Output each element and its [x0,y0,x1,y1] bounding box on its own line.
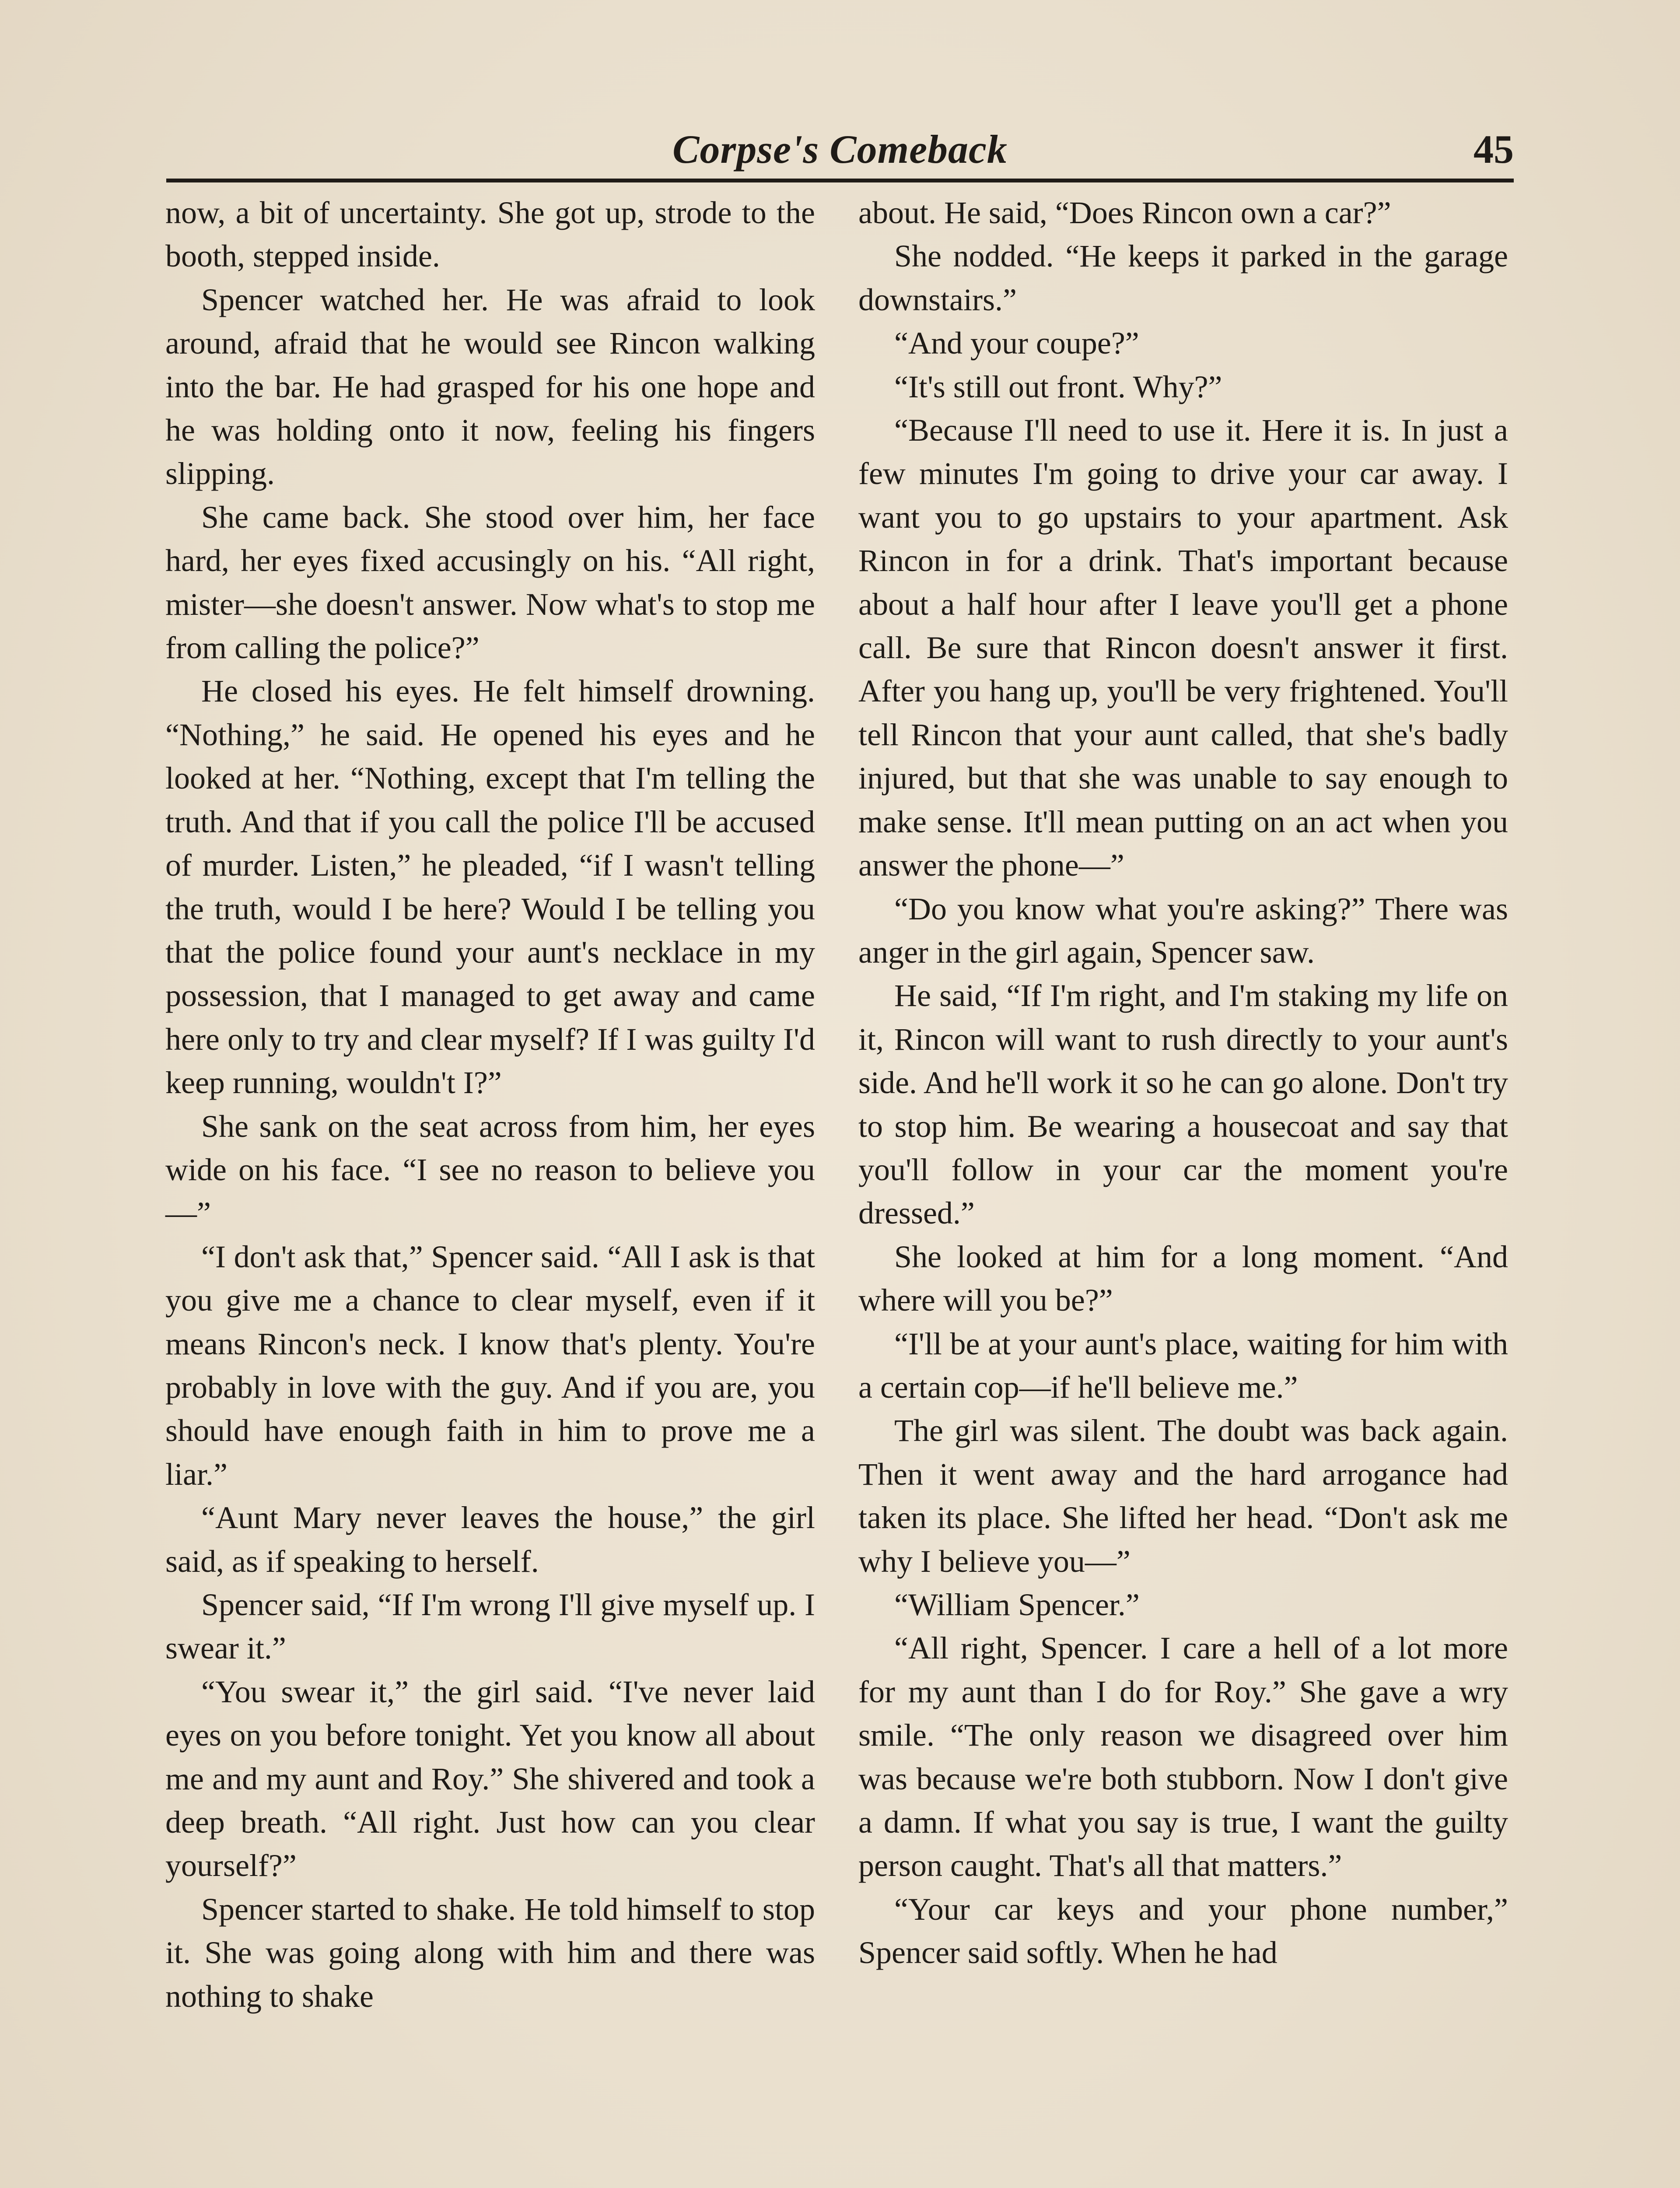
paragraph: “I don't ask that,” Spencer said. “All I ask is that you give me a chance to clear myself, even if it means Rincon's neck. I know that's plenty. You're probably in love with the guy. And if you are, you should have enough faith in him to prove me a liar.” [165,1239,815,1492]
paragraph: “William Spencer.” [894,1587,1140,1622]
paragraph: “Do you know what you're asking?” There was anger in the girl again, Spencer saw. [858,891,1508,970]
running-title: Corpse's Comeback [672,127,1008,172]
paragraph: Spencer watched her. He was afraid to look around, afraid that he would see Rincon walking into the bar. He had grasped for his one hope and he was holding onto it now, feeling his fingers slipping. [165,282,815,491]
page-header [166,117,1514,182]
paragraph: She looked at him for a long moment. “And where will you be?” [858,1239,1508,1318]
paragraph: “You swear it,” the girl said. “I've never laid eyes on you before tonight. Yet you know all about me and my aunt and Roy.” She shivered and took a deep breath. “All right. Just how can you clear yourself?” [165,1674,815,1883]
paragraph: Spencer started to shake. He told himself to stop it. She was going along with him and there was nothing to shake [165,1891,815,2014]
paragraph: about. He said, “Does Rincon own a car?” [858,195,1391,230]
right-column [858,191,1508,1975]
paragraph: He said, “If I'm right, and I'm staking my life on it, Rincon will want to rush directly to your aunt's side. And he'll work it so he can go alone. Don't try to stop him. Be wearing a housecoat and say that you'll follow in your car the moment you're dressed.” [858,978,1508,1231]
paragraph: “And your coupe?” [894,326,1139,361]
paragraph: “Aunt Mary never leaves the house,” the girl said, as if speaking to herself. [165,1500,815,1579]
left-column [165,191,815,2018]
paragraph: “Your car keys and your phone number,” Spencer said softly. When he had [858,1891,1508,1971]
paragraph: “It's still out front. Why?” [894,369,1222,404]
paragraph: She came back. She stood over him, her face hard, her eyes fixed accusingly on his. “All right, mister—she doesn't answer. Now what's to stop me from calling the police?” [165,499,815,666]
paragraph: She nodded. “He keeps it parked in the garage downstairs.” [858,238,1508,317]
paragraph: “I'll be at your aunt's place, waiting for him with a certain cop—if he'll believe me.” [858,1326,1508,1405]
paragraph: The girl was silent. The doubt was back again. Then it went away and the hard arrogance had taken its place. She lifted her head. “Don't ask me why I believe you—” [858,1413,1508,1579]
page-number: 45 [1474,127,1514,172]
paragraph: “All right, Spencer. I care a hell of a lot more for my aunt than I do for Roy.” She gave a wry smile. “The only reason we disagreed over him was because we're both stubborn. Now I don't give a damn. If what you say is true, I want the guilty person caught. That's all that matters.” [858,1630,1508,1883]
paragraph: He closed his eyes. He felt himself drowning. “Nothing,” he said. He opened his eyes and he looked at her. “Nothing, except that I'm telling the truth. And that if you call the police I'll be accused of murder. Listen,” he pleaded, “if I wasn't telling the truth, would I be here? Would I be telling you that the police found your aunt's necklace in my possession, that I managed to get away and came here only to try and clear myself? If I was guilty I'd keep running, wouldn't I?” [165,673,815,1101]
paragraph: now, a bit of uncertainty. She got up, strode to the booth, stepped inside. [165,195,815,274]
paragraph: “Because I'll need to use it. Here it is. In just a few minutes I'm going to drive your car away. I want you to go upstairs to your apartment. Ask Rincon in for a drink. That's important because about a half hour after I leave you'll get a phone call. Be sure that Rincon doesn't answer it first. After you hang up, you'll be very frightened. You'll tell Rincon that your aunt called, that she's badly injured, but that she was unable to say enough to make sense. It'll mean putting on an act when you answer the phone—” [858,413,1508,883]
paragraph: She sank on the seat across from him, her eyes wide on his face. “I see no reason to believe you—” [165,1108,815,1231]
paragraph: Spencer said, “If I'm wrong I'll give myself up. I swear it.” [165,1587,815,1666]
